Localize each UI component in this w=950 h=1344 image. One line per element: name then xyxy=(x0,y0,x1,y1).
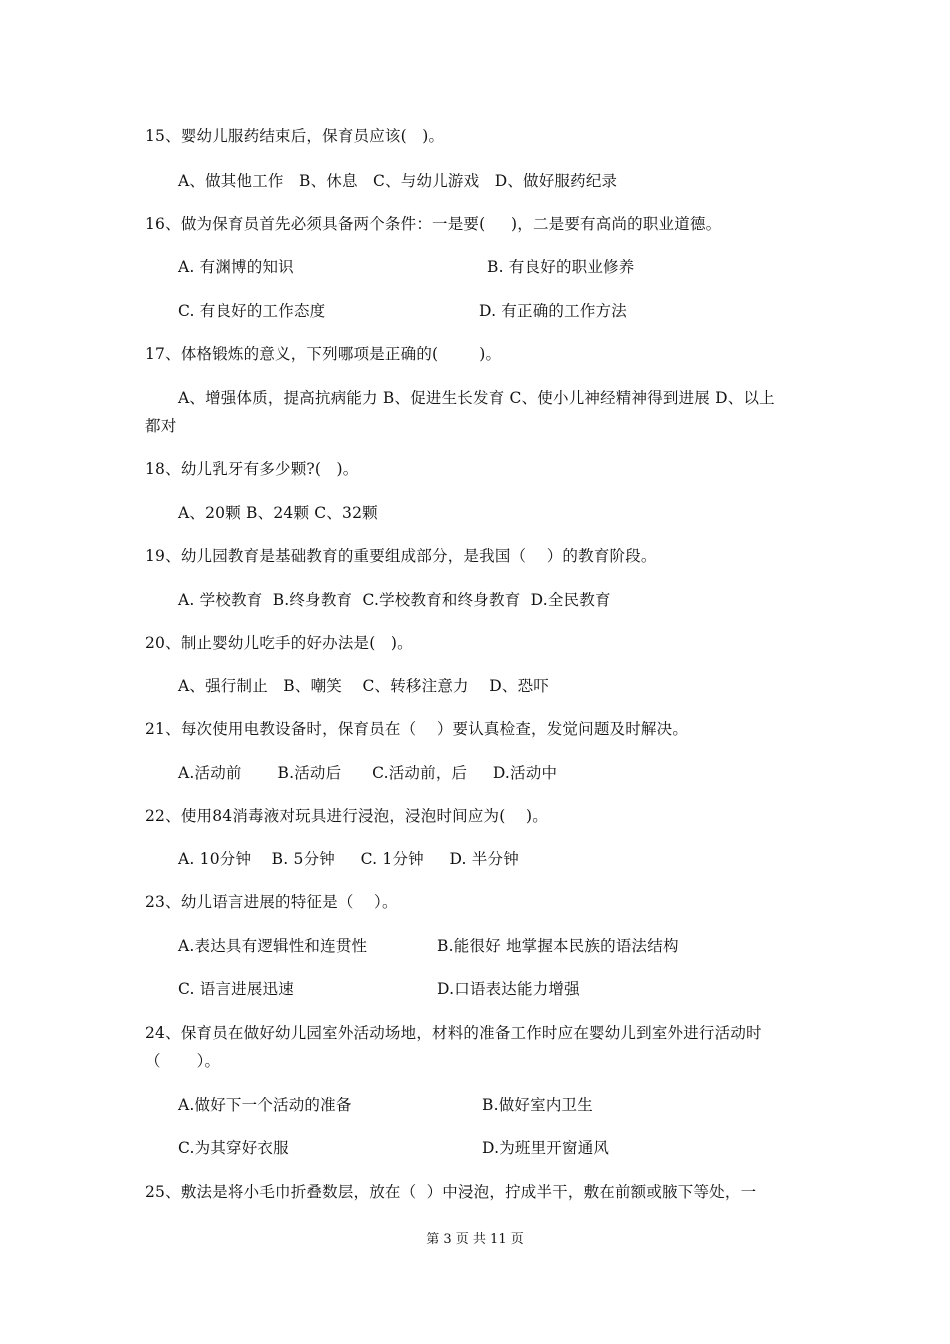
question-25: 25、敷法是将小毛巾折叠数层，放在（ ）中浸泡，拧成半干，敷在前额或腋下等处，一 xyxy=(145,1183,757,1201)
options-15: A、做其他工作 B、休息 C、与幼儿游戏 D、做好服药纪录 xyxy=(178,172,618,190)
question-20: 20、制止婴幼儿吃手的好办法是( )。 xyxy=(145,634,413,652)
question-15: 15、婴幼儿服药结束后，保育员应该( )。 xyxy=(145,127,445,145)
question-24-cont: （ ）。 xyxy=(145,1052,221,1070)
question-21: 21、每次使用电教设备时，保育员在（ ）要认真检查，发觉问题及时解决。 xyxy=(145,720,689,738)
option-24-a: A.做好下一个活动的准备 xyxy=(178,1096,352,1114)
question-17: 17、体格锻炼的意义，下列哪项是正确的( )。 xyxy=(145,345,502,363)
option-16-b: B. 有良好的职业修养 xyxy=(487,258,635,276)
option-23-d: D.口语表达能力增强 xyxy=(437,980,580,998)
question-22: 22、使用84消毒液对玩具进行浸泡，浸泡时间应为( )。 xyxy=(145,807,548,825)
option-16-c: C. 有良好的工作态度 xyxy=(178,302,326,320)
options-22: A. 10分钟 B. 5分钟 C. 1分钟 D. 半分钟 xyxy=(178,850,519,868)
options-18: A、20颗 B、24颗 C、32颗 xyxy=(178,504,378,522)
page-footer: 第 3 页 共 11 页 xyxy=(426,1232,524,1247)
options-21: A.活动前 B.活动后 C.活动前，后 D.活动中 xyxy=(178,764,558,782)
options-17-cont: 都对 xyxy=(145,417,177,435)
question-19: 19、幼儿园教育是基础教育的重要组成部分，是我国（ ）的教育阶段。 xyxy=(145,547,657,565)
option-23-b: B.能很好 地掌握本民族的语法结构 xyxy=(437,937,679,955)
question-16: 16、做为保育员首先必须具备两个条件：一是要( )，二是要有高尚的职业道德。 xyxy=(145,215,722,233)
question-18: 18、幼儿乳牙有多少颗?( )。 xyxy=(145,460,359,478)
option-23-c: C. 语言进展迅速 xyxy=(178,980,294,998)
question-23: 23、幼儿语言进展的特征是（ ）。 xyxy=(145,893,398,911)
options-20: A、强行制止 B、嘲笑 C、转移注意力 D、恐吓 xyxy=(178,677,549,695)
options-17: A、增强体质，提高抗病能力 B、促进生长发育 C、使小儿神经精神得到进展 D、以上 xyxy=(178,389,775,407)
options-19: A. 学校教育 B.终身教育 C.学校教育和终身教育 D.全民教育 xyxy=(178,591,611,609)
option-23-a: A.表达具有逻辑性和连贯性 xyxy=(178,937,368,955)
option-24-b: B.做好室内卫生 xyxy=(482,1096,593,1114)
option-24-c: C.为其穿好衣服 xyxy=(178,1139,289,1157)
question-24: 24、保育员在做好幼儿园室外活动场地，材料的准备工作时应在婴幼儿到室外进行活动时 xyxy=(145,1024,762,1042)
option-16-d: D. 有正确的工作方法 xyxy=(479,302,627,320)
option-16-a: A. 有渊博的知识 xyxy=(178,258,294,276)
option-24-d: D.为班里开窗通风 xyxy=(482,1139,610,1157)
